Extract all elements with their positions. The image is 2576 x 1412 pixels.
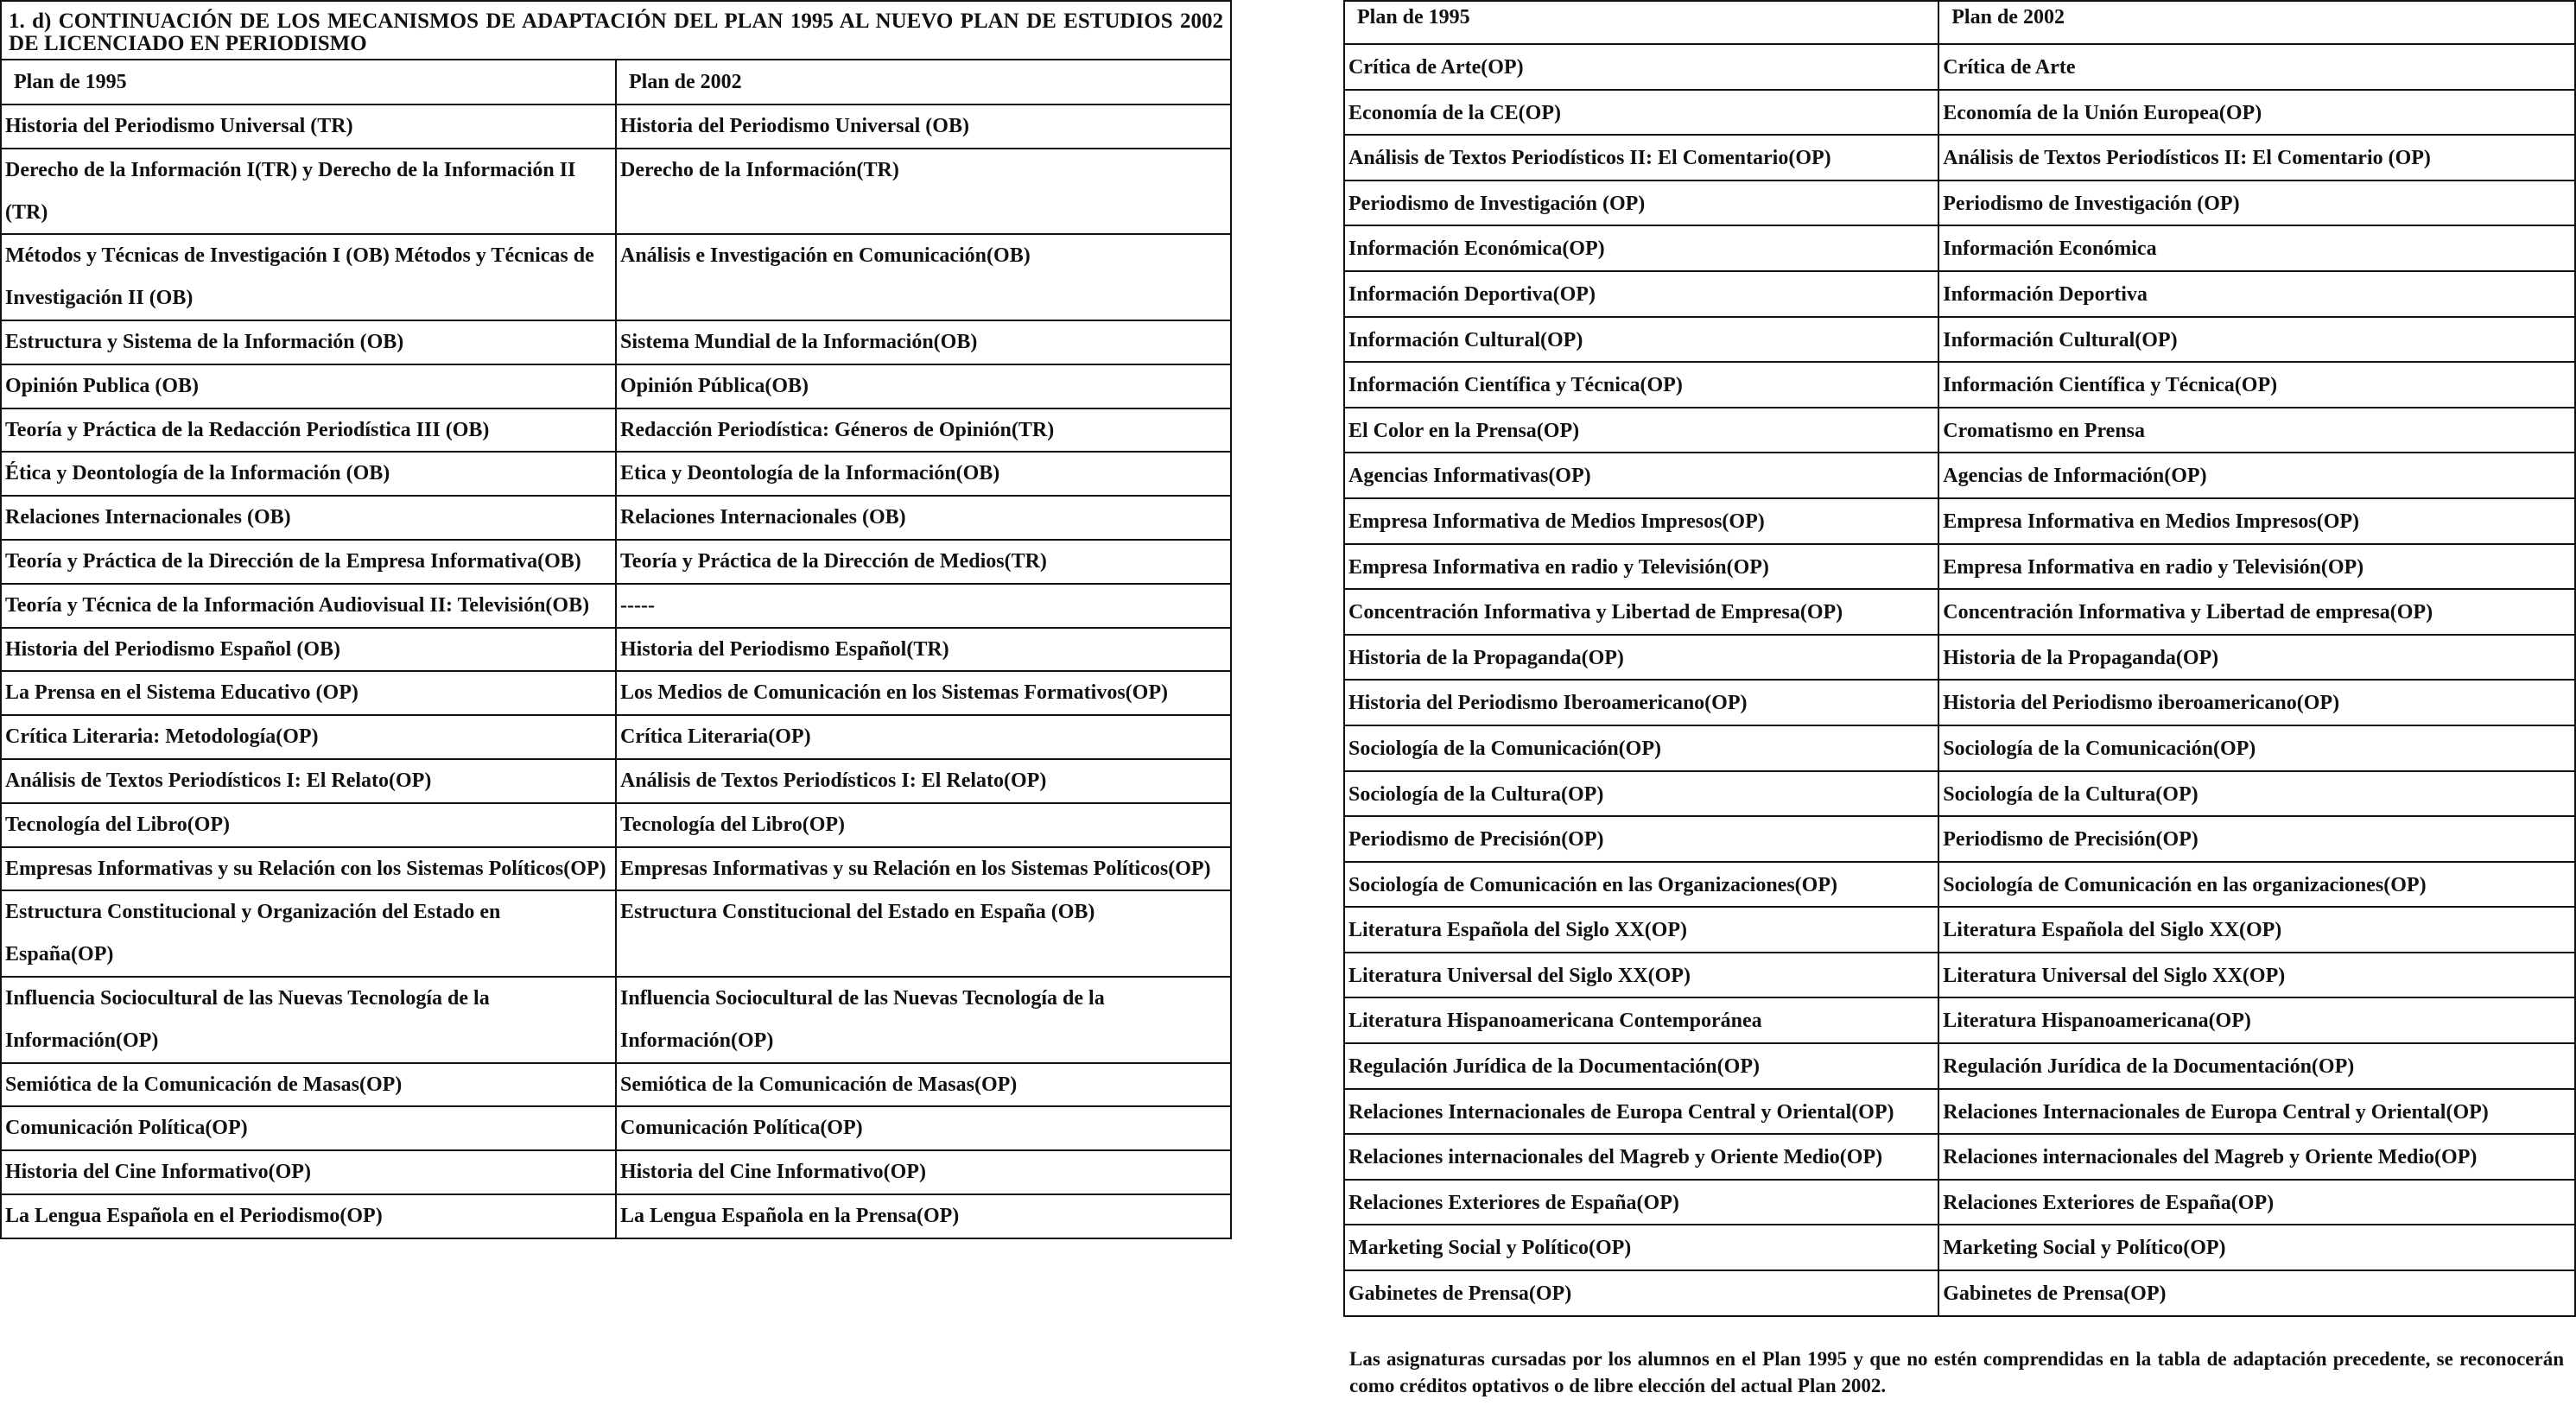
table-row bbox=[1, 977, 1231, 1063]
plan-2002-cell: Historia de la Propaganda(OP) bbox=[1938, 635, 2575, 681]
plan-1995-cell: Tecnología del Libro(OP) bbox=[1, 803, 616, 847]
plan-2002-cell: Relaciones Internacionales (OB) bbox=[616, 496, 1231, 540]
right-page bbox=[1343, 0, 2576, 1317]
plan-2002-cell: Relaciones Internacionales de Europa Central y Oriental(OP) bbox=[1938, 1089, 2575, 1135]
plan-2002-cell: Redacción Periodística: Géneros de Opinión(TR) bbox=[616, 408, 1231, 453]
plan-1995-cell: Sociología de la Cultura(OP) bbox=[1344, 771, 1938, 817]
table-row bbox=[1344, 725, 2575, 771]
table-row bbox=[1344, 635, 2575, 681]
plan-2002-cell: Semiótica de la Comunicación de Masas(OP) bbox=[616, 1063, 1231, 1107]
plan-2002-cell: Relaciones Exteriores de España(OP) bbox=[1938, 1180, 2575, 1225]
plan-1995-cell: Empresa Informativa de Medios Impresos(OP) bbox=[1344, 498, 1938, 544]
plan-1995-cell: Relaciones Internacionales de Europa Central y Oriental(OP) bbox=[1344, 1089, 1938, 1135]
plan-1995-cell: Historia del Periodismo Iberoamericano(OP) bbox=[1344, 680, 1938, 725]
plan-2002-cell: Literatura Hispanoamericana(OP) bbox=[1938, 997, 2575, 1043]
table-row bbox=[1344, 953, 2575, 998]
plan-1995-cell: Relaciones Internacionales (OB) bbox=[1, 496, 616, 540]
table-row bbox=[1, 320, 1231, 364]
plan-2002-cell: Opinión Pública(OB) bbox=[616, 364, 1231, 408]
plan-1995-cell: Teoría y Práctica de la Redacción Periodística III (OB) bbox=[1, 408, 616, 453]
plan-1995-cell: El Color en la Prensa(OP) bbox=[1344, 408, 1938, 453]
plan-1995-cell: Periodismo de Precisión(OP) bbox=[1344, 816, 1938, 862]
plan-2002-cell: Sociología de la Comunicación(OP) bbox=[1938, 725, 2575, 771]
plan-1995-cell: Sociología de Comunicación en las Organizaciones(OP) bbox=[1344, 862, 1938, 908]
plan-1995-cell: Información Científica y Técnica(OP) bbox=[1344, 362, 1938, 408]
plan-1995-cell: Información Cultural(OP) bbox=[1344, 317, 1938, 363]
plan-1995-cell: Estructura Constitucional y Organización del Estado en España(OP) bbox=[1, 890, 616, 977]
plan-1995-cell: Opinión Publica (OB) bbox=[1, 364, 616, 408]
table-row bbox=[1344, 771, 2575, 817]
plan-1995-cell: Derecho de la Información I(TR) y Derecho de la Información II (TR) bbox=[1, 149, 616, 235]
plan-2002-cell: Historia del Cine Informativo(OP) bbox=[616, 1150, 1231, 1194]
plan-2002-cell: Crítica de Arte bbox=[1938, 44, 2575, 90]
plan-2002-cell: Información Cultural(OP) bbox=[1938, 317, 2575, 363]
footnote: Las asignaturas cursadas por los alumnos en el Plan 1995 y que no estén comprendidas en la tabla de adaptación precedente, se reconocerán como créditos optativos o de libre elección del actual Plan 2002. bbox=[1349, 1348, 2564, 1396]
plan-1995-cell: Literatura Universal del Siglo XX(OP) bbox=[1344, 953, 1938, 998]
table-row bbox=[1344, 44, 2575, 90]
table-row bbox=[1344, 225, 2575, 271]
plan-1995-cell: Historia de la Propaganda(OP) bbox=[1344, 635, 1938, 681]
plan-2002-cell: Análisis de Textos Periodísticos II: El Comentario (OP) bbox=[1938, 135, 2575, 180]
table-row bbox=[1, 803, 1231, 847]
plan-1995-cell: Gabinetes de Prensa(OP) bbox=[1344, 1270, 1938, 1316]
plan-2002-cell: Marketing Social y Político(OP) bbox=[1938, 1225, 2575, 1270]
table-row bbox=[1344, 1180, 2575, 1225]
header-plan-1995: Plan de 1995 bbox=[1, 60, 616, 104]
table-row bbox=[1344, 1225, 2575, 1270]
table-row bbox=[1344, 135, 2575, 180]
table-row bbox=[1344, 589, 2575, 635]
plan-2002-cell: Gabinetes de Prensa(OP) bbox=[1938, 1270, 2575, 1316]
table-row bbox=[1344, 317, 2575, 363]
plan-1995-cell: Estructura y Sistema de la Información (OB) bbox=[1, 320, 616, 364]
header-plan-1995: Plan de 1995 bbox=[1344, 1, 1938, 44]
plan-2002-cell: Teoría y Práctica de la Dirección de Medios(TR) bbox=[616, 540, 1231, 584]
table-row bbox=[1, 584, 1231, 628]
plan-1995-cell: Teoría y Práctica de la Dirección de la Empresa Informativa(OB) bbox=[1, 540, 616, 584]
table-row bbox=[1344, 1043, 2575, 1089]
plan-1995-cell: Análisis de Textos Periodísticos II: El Comentario(OP) bbox=[1344, 135, 1938, 180]
plan-2002-cell: Derecho de la Información(TR) bbox=[616, 149, 1231, 235]
table-row bbox=[1344, 271, 2575, 317]
plan-1995-cell: La Lengua Española en el Periodismo(OP) bbox=[1, 1194, 616, 1238]
plan-1995-cell: Literatura Española del Siglo XX(OP) bbox=[1344, 907, 1938, 953]
plan-1995-cell: Historia del Cine Informativo(OP) bbox=[1, 1150, 616, 1194]
adaptation-table-left bbox=[0, 59, 1232, 1239]
table-row bbox=[1, 759, 1231, 803]
table-row bbox=[1344, 453, 2575, 498]
plan-1995-cell: Historia del Periodismo Español (OB) bbox=[1, 628, 616, 672]
table-row bbox=[1344, 408, 2575, 453]
plan-2002-cell: Agencias de Información(OP) bbox=[1938, 453, 2575, 498]
plan-1995-cell: Regulación Jurídica de la Documentación(OP) bbox=[1344, 1043, 1938, 1089]
table-row bbox=[1344, 498, 2575, 544]
plan-2002-cell: Los Medios de Comunicación en los Sistemas Formativos(OP) bbox=[616, 671, 1231, 715]
document-title: 1. d) CONTINUACIÓN DE LOS MECANISMOS DE ADAPTACIÓN DEL PLAN 1995 AL NUEVO PLAN DE ESTUDIOS 2002 DE LICENCIADO EN PERIODISMO bbox=[0, 0, 1232, 59]
table-row bbox=[1, 715, 1231, 759]
plan-1995-cell: Crítica Literaria: Metodología(OP) bbox=[1, 715, 616, 759]
plan-1995-cell: Influencia Sociocultural de las Nuevas Tecnología de la Información(OP) bbox=[1, 977, 616, 1063]
table-row bbox=[1, 234, 1231, 320]
plan-1995-cell: La Prensa en el Sistema Educativo (OP) bbox=[1, 671, 616, 715]
plan-1995-cell: Métodos y Técnicas de Investigación I (OB) Métodos y Técnicas de Investigación II (OB) bbox=[1, 234, 616, 320]
plan-2002-cell: Información Científica y Técnica(OP) bbox=[1938, 362, 2575, 408]
table-row bbox=[1344, 544, 2575, 590]
table-row bbox=[1344, 1089, 2575, 1135]
plan-2002-cell: Periodismo de Precisión(OP) bbox=[1938, 816, 2575, 862]
plan-2002-cell: Economía de la Unión Europea(OP) bbox=[1938, 90, 2575, 136]
plan-1995-cell: Relaciones internacionales del Magreb y Oriente Medio(OP) bbox=[1344, 1134, 1938, 1180]
plan-1995-cell: Marketing Social y Político(OP) bbox=[1344, 1225, 1938, 1270]
plan-2002-cell: Sistema Mundial de la Información(OB) bbox=[616, 320, 1231, 364]
table-row bbox=[1, 628, 1231, 672]
plan-2002-cell: Concentración Informativa y Libertad de empresa(OP) bbox=[1938, 589, 2575, 635]
table-row bbox=[1, 496, 1231, 540]
plan-1995-cell: Análisis de Textos Periodísticos I: El Relato(OP) bbox=[1, 759, 616, 803]
plan-2002-cell: Relaciones internacionales del Magreb y Oriente Medio(OP) bbox=[1938, 1134, 2575, 1180]
plan-1995-cell: Agencias Informativas(OP) bbox=[1344, 453, 1938, 498]
plan-1995-cell: Economía de la CE(OP) bbox=[1344, 90, 1938, 136]
plan-2002-cell: ----- bbox=[616, 584, 1231, 628]
table-row bbox=[1, 1063, 1231, 1107]
plan-1995-cell: Relaciones Exteriores de España(OP) bbox=[1344, 1180, 1938, 1225]
table-row bbox=[1, 1194, 1231, 1238]
table-row bbox=[1, 104, 1231, 149]
plan-2002-cell: Análisis de Textos Periodísticos I: El Relato(OP) bbox=[616, 759, 1231, 803]
left-page bbox=[0, 0, 1232, 1239]
plan-2002-cell: Cromatismo en Prensa bbox=[1938, 408, 2575, 453]
table-row bbox=[1, 540, 1231, 584]
table-row bbox=[1344, 1270, 2575, 1316]
table-row bbox=[1344, 90, 2575, 136]
plan-1995-cell: Información Deportiva(OP) bbox=[1344, 271, 1938, 317]
table-row bbox=[1344, 997, 2575, 1043]
plan-2002-cell: Historia del Periodismo Universal (OB) bbox=[616, 104, 1231, 149]
table-row bbox=[1, 847, 1231, 891]
plan-2002-cell: Estructura Constitucional del Estado en España (OB) bbox=[616, 890, 1231, 977]
plan-1995-cell: Concentración Informativa y Libertad de Empresa(OP) bbox=[1344, 589, 1938, 635]
plan-2002-cell: Tecnología del Libro(OP) bbox=[616, 803, 1231, 847]
table-row bbox=[1, 1106, 1231, 1150]
plan-2002-cell: Regulación Jurídica de la Documentación(OP) bbox=[1938, 1043, 2575, 1089]
table-row bbox=[1344, 862, 2575, 908]
plan-1995-cell: Historia del Periodismo Universal (TR) bbox=[1, 104, 616, 149]
plan-2002-cell: Empresas Informativas y su Relación en los Sistemas Políticos(OP) bbox=[616, 847, 1231, 891]
table-row bbox=[1344, 816, 2575, 862]
table-row bbox=[1, 149, 1231, 235]
table-row bbox=[1, 1150, 1231, 1194]
table-row bbox=[1, 452, 1231, 496]
plan-2002-cell: Empresa Informativa en Medios Impresos(OP) bbox=[1938, 498, 2575, 544]
plan-2002-cell: Sociología de Comunicación en las organizaciones(OP) bbox=[1938, 862, 2575, 908]
table-row bbox=[1, 671, 1231, 715]
table-row bbox=[1, 408, 1231, 453]
plan-1995-cell: Sociología de la Comunicación(OP) bbox=[1344, 725, 1938, 771]
plan-2002-cell: Empresa Informativa en radio y Televisión(OP) bbox=[1938, 544, 2575, 590]
plan-1995-cell: Teoría y Técnica de la Información Audiovisual II: Televisión(OB) bbox=[1, 584, 616, 628]
plan-2002-cell: Comunicación Política(OP) bbox=[616, 1106, 1231, 1150]
plan-1995-cell: Ética y Deontología de la Información (OB) bbox=[1, 452, 616, 496]
plan-1995-cell: Comunicación Política(OP) bbox=[1, 1106, 616, 1150]
plan-2002-cell: Periodismo de Investigación (OP) bbox=[1938, 180, 2575, 226]
plan-1995-cell: Empresas Informativas y su Relación con los Sistemas Políticos(OP) bbox=[1, 847, 616, 891]
plan-2002-cell: Historia del Periodismo iberoamericano(OP) bbox=[1938, 680, 2575, 725]
plan-2002-cell: Historia del Periodismo Español(TR) bbox=[616, 628, 1231, 672]
plan-2002-cell: Sociología de la Cultura(OP) bbox=[1938, 771, 2575, 817]
table-row bbox=[1344, 1134, 2575, 1180]
plan-1995-cell: Crítica de Arte(OP) bbox=[1344, 44, 1938, 90]
plan-2002-cell: La Lengua Española en la Prensa(OP) bbox=[616, 1194, 1231, 1238]
table-row bbox=[1, 364, 1231, 408]
table-row bbox=[1344, 180, 2575, 226]
header-plan-2002: Plan de 2002 bbox=[616, 60, 1231, 104]
plan-2002-cell: Influencia Sociocultural de las Nuevas Tecnología de la Información(OP) bbox=[616, 977, 1231, 1063]
plan-1995-cell: Semiótica de la Comunicación de Masas(OP) bbox=[1, 1063, 616, 1107]
header-plan-2002: Plan de 2002 bbox=[1938, 1, 2575, 44]
adaptation-table-right bbox=[1343, 0, 2576, 1317]
table-header-row bbox=[1, 60, 1231, 104]
table-row bbox=[1344, 362, 2575, 408]
plan-1995-cell: Información Económica(OP) bbox=[1344, 225, 1938, 271]
plan-1995-cell: Empresa Informativa en radio y Televisión(OP) bbox=[1344, 544, 1938, 590]
plan-2002-cell: Etica y Deontología de la Información(OB) bbox=[616, 452, 1231, 496]
plan-2002-cell: Análisis e Investigación en Comunicación(OB) bbox=[616, 234, 1231, 320]
plan-1995-cell: Periodismo de Investigación (OP) bbox=[1344, 180, 1938, 226]
plan-2002-cell: Crítica Literaria(OP) bbox=[616, 715, 1231, 759]
table-header-row bbox=[1344, 1, 2575, 44]
table-row bbox=[1344, 680, 2575, 725]
plan-2002-cell: Literatura Universal del Siglo XX(OP) bbox=[1938, 953, 2575, 998]
table-row bbox=[1, 890, 1231, 977]
plan-2002-cell: Información Económica bbox=[1938, 225, 2575, 271]
plan-2002-cell: Literatura Española del Siglo XX(OP) bbox=[1938, 907, 2575, 953]
plan-2002-cell: Información Deportiva bbox=[1938, 271, 2575, 317]
plan-1995-cell: Literatura Hispanoamericana Contemporánea bbox=[1344, 997, 1938, 1043]
table-row bbox=[1344, 907, 2575, 953]
